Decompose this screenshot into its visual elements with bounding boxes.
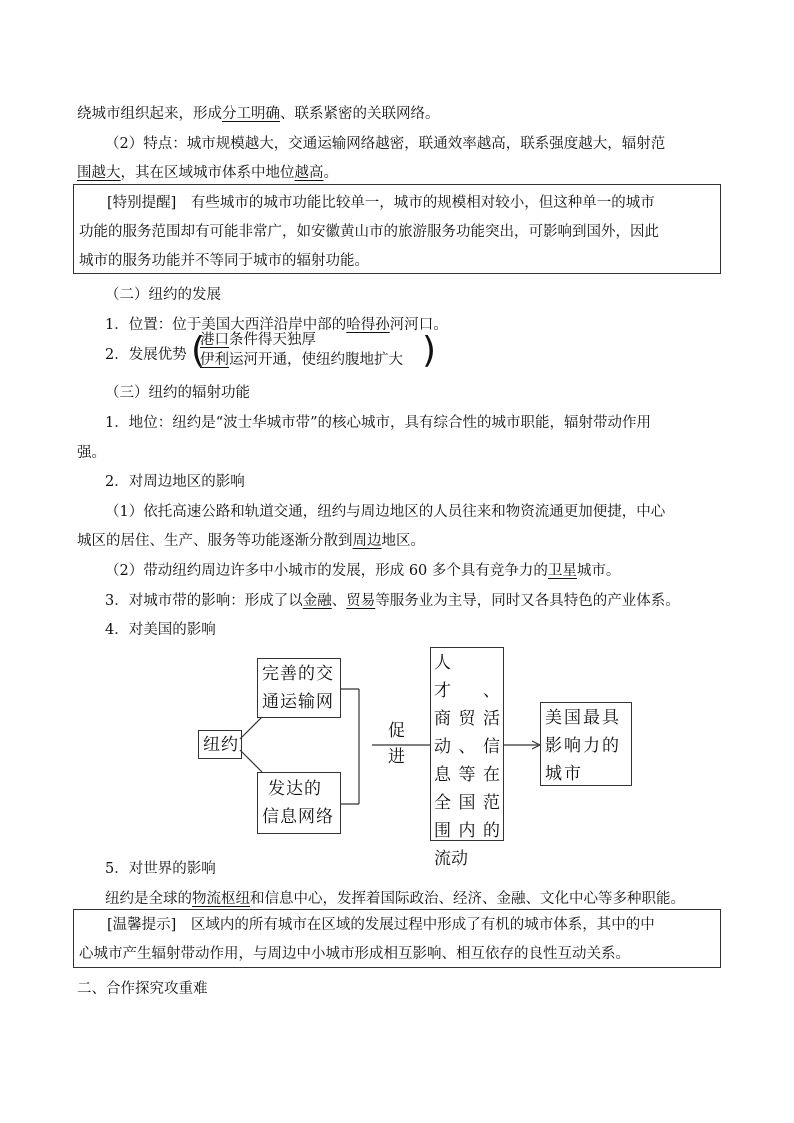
underlined-term: 分工明确 bbox=[222, 106, 280, 122]
reminder-line3: 城市的服务功能并不等同于城市的辐射功能。 bbox=[79, 253, 369, 269]
reminder-line1: [特别提醒] 有些城市的城市功能比较单一，城市的规模相对较小，但这种单一的城市 bbox=[107, 195, 655, 211]
underlined-term: 卫星 bbox=[547, 563, 577, 579]
label-promote: 促 进 bbox=[388, 721, 405, 767]
surrounding-1-line2: 城区的居住、生产、服务等功能逐渐分散到周边地区。 bbox=[77, 533, 425, 549]
item-status-line1: 1．地位：纽约是“波士华城市带”的核心城市，具有综合性的城市职能，辐射带动作用 bbox=[105, 415, 652, 431]
para-features-line2: 围越大，其在区域城市体系中地位越高。 bbox=[77, 165, 338, 181]
special-reminder-box bbox=[73, 184, 721, 274]
item-surrounding-title: 2．对周边地区的影响 bbox=[105, 474, 245, 490]
box-transport-network: 完善的交 通运输网 bbox=[257, 658, 341, 718]
box-national-flow: 人 才、 商贸活 动、信 息等在 全国范 围内的 流动 bbox=[430, 647, 504, 841]
para-top-line1: 绕城市组织起来，形成分工明确、联系紧密的关联网络。 bbox=[77, 106, 440, 122]
box-newyork: 纽约 bbox=[198, 730, 242, 759]
para-features-line1: （2）特点：城市规模越大，交通运输网络越密，联通效率越高，联系强度越大，辐射范 bbox=[105, 136, 666, 152]
underlined-term: 金融 bbox=[302, 593, 332, 609]
surrounding-1-line1: （1）依托高速公路和轨道交通，纽约与周边地区的人员往来和物资流通更加便捷，中心 bbox=[105, 504, 666, 520]
reminder-line2: 功能的服务范围却有可能非常广，如安徽黄山市的旅游服务功能突出，可影响到国外，因此 bbox=[79, 224, 659, 240]
underlined-term: 围越大 bbox=[77, 165, 121, 181]
world-text: 纽约是全球的物流枢纽和信息中心，发挥着国际政治、经济、金融、文化中心等多种职能。 bbox=[105, 891, 685, 907]
advantage-1: 港口条件得天独厚 bbox=[200, 332, 316, 348]
item-advantage-label: 2．发展优势 bbox=[105, 347, 187, 363]
box-information-network: 发达的 信息网络 bbox=[257, 772, 341, 834]
right-brace: ) bbox=[422, 330, 437, 371]
warm-line1: [温馨提示] 区域内的所有城市在区域的发展过程中形成了有机的城市体系，其中的中 bbox=[107, 917, 655, 933]
underlined-term: 港口 bbox=[200, 332, 229, 348]
item-world-title: 5．对世界的影响 bbox=[105, 861, 216, 877]
underlined-term: 物流枢纽 bbox=[192, 891, 250, 907]
underlined-term: 贸易 bbox=[346, 593, 376, 609]
connector-ny-info bbox=[240, 750, 262, 772]
connector-ny-transport bbox=[240, 717, 262, 739]
surrounding-2: （2）带动纽约周边许多中小城市的发展，形成 60 多个具有竞争力的卫星城市。 bbox=[105, 563, 621, 579]
item-usa-title: 4．对美国的影响 bbox=[105, 622, 216, 638]
left-brace: ( bbox=[191, 330, 206, 371]
item-city-belt: 3．对城市带的影响：形成了以金融、贸易等服务业为主导，同时又各具特色的产业体系。 bbox=[105, 593, 680, 609]
arrow-head-icon bbox=[532, 741, 540, 749]
underlined-term: 伊利 bbox=[200, 352, 229, 368]
box-us-city: 美国最具 影响力的 城市 bbox=[540, 702, 632, 786]
item-status-line2: 强。 bbox=[77, 445, 106, 461]
heading-radiation: （三）纽约的辐射功能 bbox=[105, 385, 250, 401]
item-location: 1．位置：位于美国大西洋沿岸中部的哈得孙河河口。 bbox=[105, 317, 448, 333]
warm-reminder-box bbox=[73, 909, 721, 968]
underlined-term: 越高 bbox=[294, 165, 324, 181]
warm-line2: 心城市产生辐射带动作用，与周边中小城市形成相互影响、相互依存的良性互动关系。 bbox=[79, 946, 630, 962]
section-title: 二、合作探究攻重难 bbox=[77, 981, 208, 997]
underlined-term: 周边 bbox=[352, 533, 382, 549]
underlined-term: 哈得孙 bbox=[346, 317, 390, 333]
advantage-2: 伊利运河开通，使纽约腹地扩大 bbox=[200, 352, 403, 368]
heading-development: （二）纽约的发展 bbox=[105, 287, 221, 303]
